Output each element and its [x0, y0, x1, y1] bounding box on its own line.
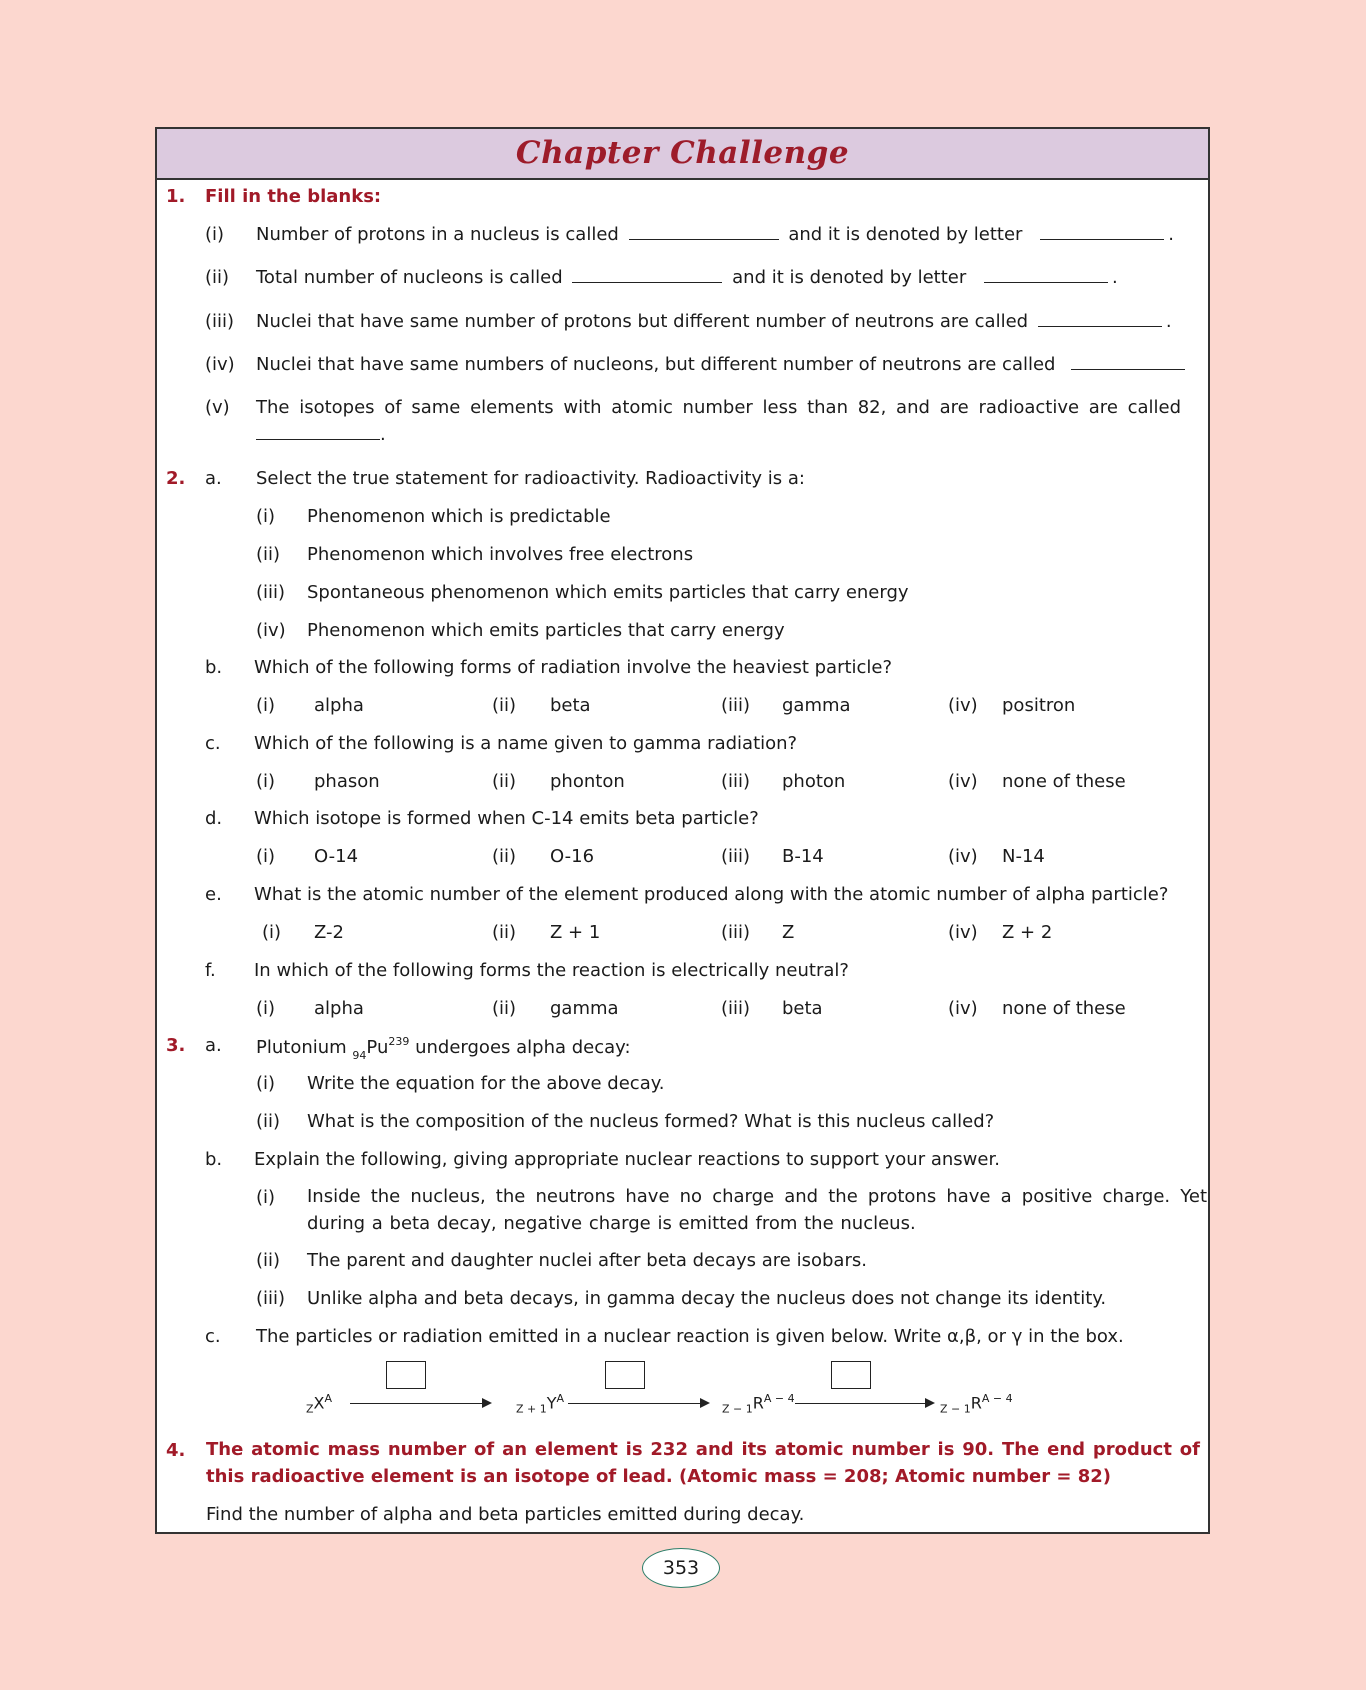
q3b-text: Explain the following, giving appropriate nuclear reactions to support your answer.: [254, 1149, 1000, 1170]
nuclide-sup: A: [324, 1392, 333, 1405]
option-numeral: (i): [256, 998, 276, 1019]
item-numeral: (i): [205, 224, 225, 245]
option-text[interactable]: phonton: [550, 771, 625, 792]
page-number: 353: [642, 1548, 720, 1588]
item-end: .: [1165, 311, 1172, 332]
option-text[interactable]: Phenomenon which emits particles that carry energy: [307, 620, 785, 641]
answer-blank[interactable]: [629, 238, 779, 240]
q2a-label: a.: [205, 468, 222, 489]
option-numeral: (ii): [492, 922, 517, 943]
nuclide-sub: Z − 1: [722, 1402, 753, 1416]
option-text[interactable]: O-16: [550, 846, 595, 867]
answer-box-3[interactable]: [831, 1361, 871, 1389]
option-numeral: (ii): [492, 998, 517, 1019]
q2-number: 2.: [166, 468, 186, 489]
option-numeral: (i): [256, 846, 276, 867]
option-numeral: (iii): [256, 1288, 286, 1309]
q4-text: The atomic mass number of an element is 232 and its atomic number is 90. The end product of this radioactive element is an isotope of lead. (Atomic mass = 208; Atomic number = 82): [206, 1439, 1200, 1487]
item-text: The isotopes of same elements with atomic number less than 82, and are radioactive are called: [256, 397, 1182, 418]
option-numeral: (ii): [256, 544, 281, 565]
option-text[interactable]: gamma: [550, 998, 619, 1019]
q3b-label: b.: [205, 1149, 223, 1170]
q2a-text: Select the true statement for radioactivity. Radioactivity is a:: [256, 468, 805, 489]
option-numeral: (i): [256, 771, 276, 792]
option-text[interactable]: Z: [782, 922, 795, 943]
q1-heading: Fill in the blanks:: [205, 186, 382, 207]
nuclide-r1: [722, 1392, 795, 1416]
option-numeral: (i): [256, 695, 276, 716]
answer-box-2[interactable]: [605, 1361, 645, 1389]
q3a-label: a.: [205, 1035, 222, 1056]
item-text: Nuclei that have same numbers of nucleons, but different number of neutrons are called: [256, 354, 1056, 375]
option-text: Unlike alpha and beta decays, in gamma decay the nucleus does not change its identity.: [307, 1288, 1107, 1309]
option-text[interactable]: B-14: [782, 846, 824, 867]
q2d-text: Which isotope is formed when C-14 emits beta particle?: [254, 808, 759, 829]
item-numeral: (ii): [205, 267, 230, 288]
nuclide-x: [306, 1392, 332, 1416]
nuclide-symbol: R: [752, 1393, 764, 1413]
item-numeral: (iv): [205, 354, 235, 375]
q2b-text: Which of the following forms of radiation involve the heaviest particle?: [254, 657, 893, 678]
option-text[interactable]: Z-2: [314, 922, 344, 943]
mass-number: 239: [388, 1035, 410, 1048]
option-numeral: (i): [262, 922, 282, 943]
item-end: .: [1168, 224, 1174, 245]
arrow-3: [795, 1403, 933, 1404]
option-numeral: (i): [256, 1187, 276, 1208]
title-bar: [157, 129, 1208, 180]
q2c-label: c.: [205, 733, 221, 754]
option-numeral: (iii): [721, 922, 751, 943]
nuclide-sup: A: [556, 1392, 565, 1405]
option-numeral: (ii): [492, 846, 517, 867]
option-text[interactable]: beta: [550, 695, 591, 716]
q2c-text: Which of the following is a name given to gamma radiation?: [254, 733, 798, 754]
page-title: Chapter Challenge: [515, 135, 850, 171]
option-text[interactable]: photon: [782, 771, 846, 792]
option-text[interactable]: beta: [782, 998, 823, 1019]
item-text: Total number of nucleons is called: [256, 267, 563, 288]
chapter-challenge-box: [155, 127, 1210, 1534]
option-text[interactable]: N-14: [1002, 846, 1045, 867]
answer-blank[interactable]: [256, 438, 380, 440]
item-text: Nuclei that have same number of protons but different number of neutrons are called: [256, 311, 1029, 332]
arrow-2: [568, 1403, 708, 1404]
option-text[interactable]: phason: [314, 771, 380, 792]
nuclide-symbol: Y: [546, 1393, 557, 1413]
option-numeral: (iii): [721, 771, 751, 792]
q2d-label: d.: [205, 808, 223, 829]
option-text[interactable]: Z + 1: [550, 922, 601, 943]
option-numeral: (iii): [721, 998, 751, 1019]
option-text[interactable]: Z + 2: [1002, 922, 1053, 943]
nuclide-sub: Z − 1: [940, 1402, 971, 1416]
nuclide-symbol: R: [970, 1393, 982, 1413]
nuclide-sup: A − 4: [763, 1392, 795, 1405]
nuclide-sup: A − 4: [981, 1392, 1013, 1405]
option-text: What is the composition of the nucleus formed? What is this nucleus called?: [307, 1111, 995, 1132]
nuclide-r2: [940, 1392, 1013, 1416]
nuclide-sub: Z: [306, 1402, 314, 1416]
answer-blank[interactable]: [1038, 325, 1162, 327]
item-end: .: [380, 424, 386, 445]
item-numeral: (iii): [205, 311, 235, 332]
option-numeral: (ii): [492, 695, 517, 716]
option-text: The parent and daughter nuclei after beta decays are isobars.: [307, 1250, 867, 1271]
q2b-label: b.: [205, 657, 223, 678]
option-numeral: (iv): [948, 771, 978, 792]
nuclide-symbol: X: [313, 1393, 325, 1413]
element-symbol: Pu: [366, 1037, 389, 1058]
answer-blank[interactable]: [1040, 238, 1164, 240]
option-text[interactable]: Phenomenon which involves free electrons: [307, 544, 694, 565]
q3-number: 3.: [166, 1035, 186, 1056]
answer-blank[interactable]: [572, 281, 722, 283]
answer-blank[interactable]: [984, 281, 1108, 283]
option-text[interactable]: Spontaneous phenomenon which emits particles that carry energy: [307, 582, 909, 603]
option-numeral: (iii): [721, 695, 751, 716]
item-text: Number of protons in a nucleus is called: [256, 224, 619, 245]
nuclide-sub: Z + 1: [516, 1402, 547, 1416]
option-text[interactable]: alpha: [314, 998, 364, 1019]
q4-number: 4.: [166, 1440, 186, 1461]
q3c-text: The particles or radiation emitted in a nuclear reaction is given below. Write α,β, or γ in the box.: [256, 1326, 1124, 1347]
q2f-label: f.: [205, 960, 216, 981]
q2e-text: What is the atomic number of the element produced along with the atomic number of alpha particle?: [254, 884, 1169, 905]
option-text[interactable]: Phenomenon which is predictable: [307, 506, 611, 527]
option-numeral: (iii): [256, 582, 286, 603]
option-text: Write the equation for the above decay.: [307, 1073, 665, 1094]
q3a-text: [256, 1035, 631, 1062]
option-text[interactable]: none of these: [1002, 771, 1126, 792]
option-text[interactable]: O-14: [314, 846, 359, 867]
q2f-text: In which of the following forms the reaction is electrically neutral?: [254, 960, 849, 981]
nuclide-y: [516, 1392, 564, 1416]
option-numeral: (ii): [256, 1111, 281, 1132]
option-text[interactable]: alpha: [314, 695, 364, 716]
q2e-label: e.: [205, 884, 222, 905]
option-numeral: (iv): [948, 998, 978, 1019]
option-numeral: (i): [256, 1073, 276, 1094]
atomic-number: 94: [352, 1049, 367, 1062]
option-numeral: (iv): [948, 695, 978, 716]
arrow-1: [350, 1403, 490, 1404]
item-numeral: (v): [205, 397, 230, 418]
option-text[interactable]: positron: [1002, 695, 1076, 716]
item-end: .: [1112, 267, 1118, 288]
option-text[interactable]: gamma: [782, 695, 851, 716]
q4-instruction: Find the number of alpha and beta particles emitted during decay.: [206, 1504, 805, 1525]
answer-box-1[interactable]: [386, 1361, 426, 1389]
option-text: Inside the nucleus, the neutrons have no charge and the protons have a positive charge. Yet during a beta decay, negative charge is emitted from the nucleus.: [307, 1186, 1207, 1234]
option-numeral: (ii): [256, 1250, 281, 1271]
answer-blank[interactable]: [1071, 368, 1185, 370]
option-text[interactable]: none of these: [1002, 998, 1126, 1019]
option-numeral: (iv): [948, 922, 978, 943]
option-numeral: (iii): [721, 846, 751, 867]
option-numeral: (iv): [256, 620, 286, 641]
q3a-post: undergoes alpha decay:: [415, 1037, 631, 1058]
item-text: and it is denoted by letter: [788, 224, 1023, 245]
q1-number: 1.: [166, 186, 186, 207]
option-numeral: (iv): [948, 846, 978, 867]
q3c-label: c.: [205, 1326, 221, 1347]
item-text: and it is denoted by letter: [732, 267, 967, 288]
option-numeral: (i): [256, 506, 276, 527]
q3a-pre: Plutonium: [256, 1037, 347, 1058]
option-numeral: (ii): [492, 771, 517, 792]
